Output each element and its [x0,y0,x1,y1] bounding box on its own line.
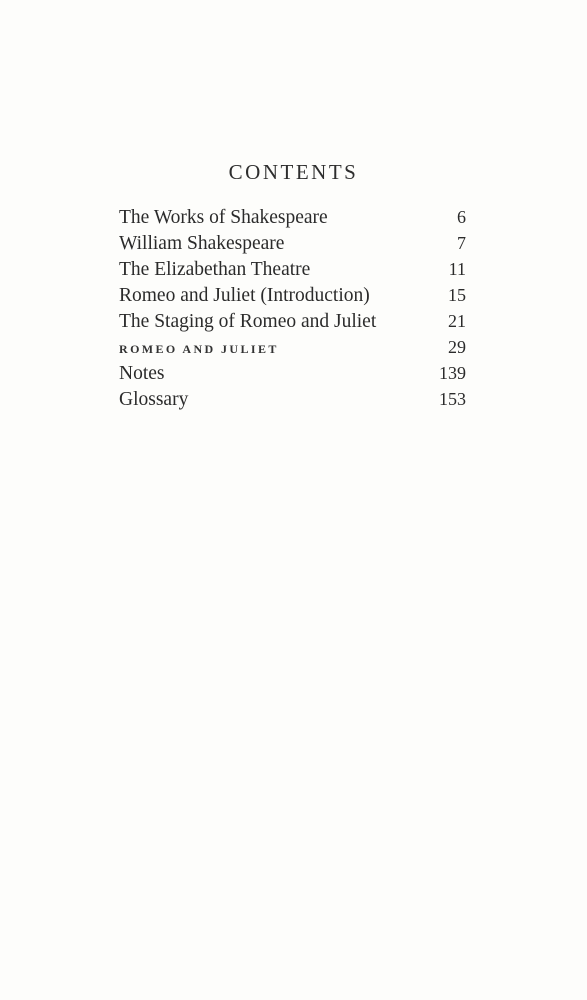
toc-entry-page: 153 [439,389,466,409]
toc-entry-william-shakespeare [119,230,469,256]
toc-entry-works-of-shakespeare [119,204,469,230]
toc-entry-title: The Works of Shakespeare [119,207,328,228]
toc-entry-staging [119,308,469,334]
toc-entry-title: Notes [119,363,165,384]
toc-entry-title: ROMEO AND JULIET [119,342,279,356]
toc-entry-notes [119,360,469,386]
toc-entry-page: 6 [457,207,466,227]
toc-entry-title: The Staging of Romeo and Juliet [119,311,377,332]
toc-entry-play-text [119,334,469,360]
table-of-contents [119,204,469,412]
toc-entry-title: Romeo and Juliet (Introduction) [119,285,370,306]
contents-heading [0,160,587,185]
toc-entry-title: Glossary [119,389,189,410]
toc-entry-elizabethan-theatre [119,256,469,282]
toc-entry-title: The Elizabethan Theatre [119,259,311,280]
toc-entry-title: William Shakespeare [119,233,285,254]
toc-entry-page: 139 [439,363,466,383]
toc-entry-page: 29 [448,337,466,357]
toc-entry-page: 15 [448,285,466,305]
toc-entry-introduction [119,282,469,308]
toc-entry-page: 11 [448,259,466,279]
toc-entry-page: 21 [448,311,466,331]
contents-heading-text: CONTENTS [228,160,359,184]
toc-entry-glossary [119,386,469,412]
toc-entry-page: 7 [457,233,466,253]
